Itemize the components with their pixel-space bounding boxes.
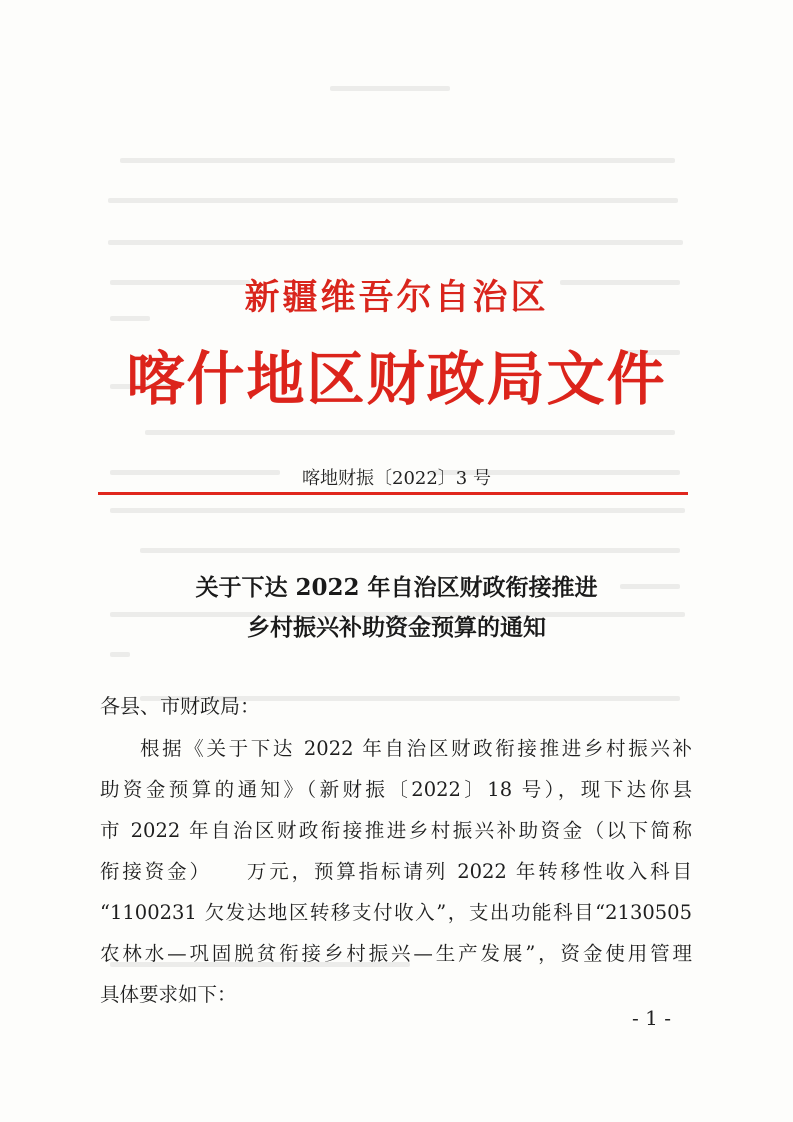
addressee: 各县、市财政局： bbox=[100, 694, 260, 718]
document-number: 喀地财振〔2022〕3 号 bbox=[302, 468, 491, 489]
body-line: 市 2022 年自治区财政衔接推进乡村振兴补助资金（以下简称 bbox=[100, 819, 692, 842]
issuer-title: 喀什地区财政局文件 bbox=[126, 345, 667, 413]
body-line: 助资金预算的通知》（新财振〔2022〕18 号），现下达你县 bbox=[100, 778, 692, 801]
title-line-1: 关于下达 2022 年自治区财政衔接推进 bbox=[195, 574, 598, 601]
title-line-2: 乡村振兴补助资金预算的通知 bbox=[247, 614, 546, 641]
body-paragraph bbox=[100, 728, 692, 1015]
body-line: “1100231 欠发达地区转移支付收入”，支出功能科目“2130505 bbox=[100, 901, 692, 924]
red-divider-line bbox=[98, 492, 688, 495]
issuer-region: 新疆维吾尔自治区 bbox=[244, 277, 549, 318]
document-title bbox=[0, 568, 793, 648]
body-line: 根据《关于下达 2022 年自治区财政衔接推进乡村振兴补 bbox=[140, 737, 692, 760]
body-line: 农林水—巩固脱贫衔接乡村振兴—生产发展”，资金使用管理 bbox=[100, 942, 692, 965]
body-line: 具体要求如下： bbox=[100, 983, 237, 1006]
page-number: - 1 - bbox=[632, 1006, 671, 1030]
body-line: 衔接资金） 万元，预算指标请列 2022 年转移性收入科目 bbox=[100, 860, 692, 883]
